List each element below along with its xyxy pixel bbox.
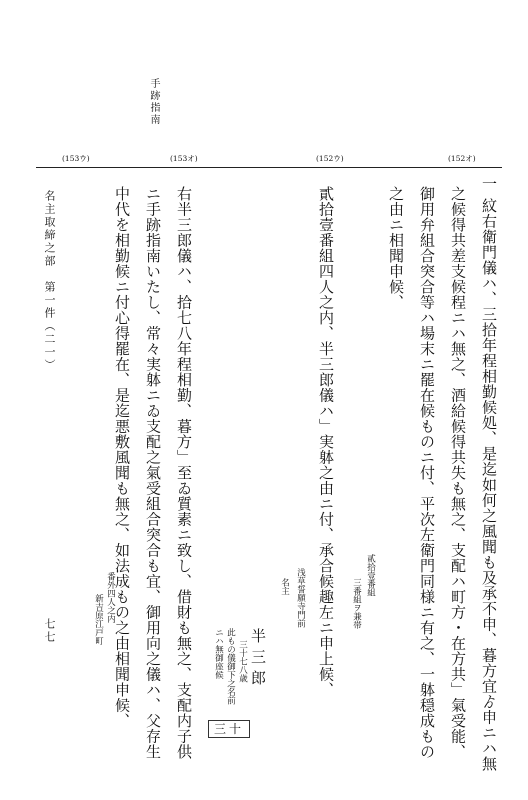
note-name-remark-1: 此もの儀御下之名前 [225,628,236,705]
person-name: 半三郎 [249,628,267,691]
text-col-4: 御用弁組合突合等ハ場末ニ罷在候ものニ付、平次左衛門同様ニ有之、一躰穏成もの [418,186,436,760]
note-name-remark-2: ニハ無御座候 [213,628,224,679]
text-col-7: 右半三郎儀ハ、拾七八年程相勤、暮方」至ゐ質素ニ致し、借財も無之、支配内子供 [175,186,193,760]
page-marker-153u: (153ウ) [62,154,90,163]
header-rule [36,167,502,168]
note-nanushi: 名主 [279,578,290,595]
person-age: 三十七八歳 [237,640,248,683]
note-21-ban-gumi: 貳拾壹番組 [365,554,376,597]
running-title: 名主取締之部 第一件（二一） [43,190,56,372]
page-number-box: 三十 [208,720,250,738]
text-col-9: 中代を相勤候ニ付心得罷在、是迄悪敷風聞も無之、如法成もの之由相聞申候、 [113,186,131,729]
text-col-5: 之由ニ相聞申候、 [387,186,405,310]
page-marker-152u: (152ウ) [316,154,344,163]
text-col-1: 一 [480,176,498,192]
page-marker-152o: (152オ) [448,154,476,163]
text-col-6: 貳拾壹番組四人之内、半三郎儀ハ」実躰之由ニ付、承合候趣左ニ申上候、 [317,186,335,698]
text-col-3: 之候得共差支候程ニハ無之、酒給候得共失も無之、支配ハ町方・在方共」氣受能、 [449,186,467,760]
note-bangai-yonin: 番外四人之内 [105,572,116,623]
note-shin-yoshiwara-edocho: 新吉原江戸町 [93,594,104,645]
page-marker-153o: (153オ) [170,154,198,163]
text-col-8: ニ手跡指南いたし、常々実躰ニゐ支配之氣受組合突合も宜、御用向之儀ハ、父存生 [144,186,162,760]
side-label-tenseki-shinan: 手跡指南 [148,78,159,126]
note-3-ban-gumi-kentai: 三番組ヲ兼帯 [351,578,362,629]
folio-number: 七七 [43,618,56,644]
text-col-2: 紋右衛門儀ハ、三拾年程相勤候処、是迄如何之風聞も及承不申、暮方宜ゟ申ニハ無 [480,198,498,772]
note-asakusa-seiganji: 浅草誓願寺門前 [295,568,306,628]
